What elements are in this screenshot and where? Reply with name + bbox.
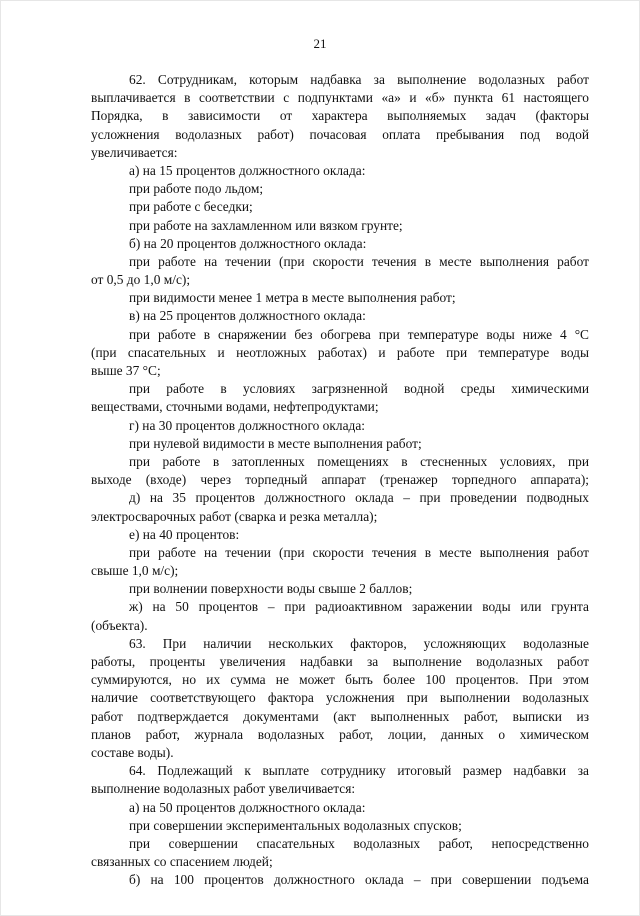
text-line: суммируются, но их сумма не может быть более 100 процентов. При этом bbox=[91, 672, 589, 688]
text-line: в) на 25 процентов должностного оклада: bbox=[129, 308, 366, 324]
text-line: е) на 40 процентов: bbox=[129, 526, 240, 542]
text-line: при работе в условиях загрязненной водной среды химическими bbox=[129, 381, 589, 397]
text-line: выше 37 °С; bbox=[91, 363, 161, 378]
text-line: при работе на захламленном или вязком грунте; bbox=[129, 217, 403, 233]
page-number: 21 bbox=[313, 36, 327, 51]
text-line: планов работ, журнала водолазных работ, лоции, данных о химическом bbox=[91, 726, 589, 742]
text-line: при совершении экспериментальных водолазных спусков; bbox=[129, 817, 462, 833]
text-line: Порядка, в зависимости от характера выполняемых задач (факторы bbox=[91, 108, 589, 124]
text-line: свыше 1,0 м/с); bbox=[91, 563, 179, 579]
text-line: работы, проценты увеличения надбавки за выполнение водолазных работ bbox=[91, 654, 589, 669]
text-line: выходе (входе) через торпедный аппарат (тренажер торпедного аппарата); bbox=[91, 472, 589, 488]
text-line: веществами, сточными водами, нефтепродуктами; bbox=[91, 399, 379, 415]
text-line: составе воды). bbox=[91, 744, 174, 760]
text-line: г) на 30 процентов должностного оклада: bbox=[129, 417, 365, 433]
text-line: при волнении поверхности воды свыше 2 баллов; bbox=[129, 581, 413, 597]
text-line: (объекта). bbox=[91, 617, 148, 633]
text-line: усложнения водолазных работ) почасовая оплата пребывания под водой bbox=[91, 126, 589, 142]
text-line: б) на 20 процентов должностного оклада: bbox=[129, 235, 367, 251]
text-line: от 0,5 до 1,0 м/с); bbox=[91, 272, 191, 288]
text-line: при работе на течении (при скорости течения в месте выполнения работ bbox=[129, 544, 589, 560]
text-line: при работе в снаряжении без обогрева при температуре воды ниже 4 °С bbox=[129, 326, 589, 342]
text-line: при нулевой видимости в месте выполнения работ; bbox=[129, 435, 422, 451]
text-line: 64. Подлежащий к выплате сотруднику итоговый размер надбавки за bbox=[129, 763, 589, 779]
text-line: (при спасательных и неотложных работах) и работе при температуре воды bbox=[91, 344, 589, 360]
text-line: выплачивается в соответствии с подпунктами «а» и «б» пункта 61 настоящего bbox=[91, 90, 589, 106]
text-line: ж) на 50 процентов – при радиоактивном заражении воды или грунта bbox=[129, 599, 589, 615]
text-line: а) на 50 процентов должностного оклада: bbox=[129, 799, 366, 815]
text-line: при совершении спасательных водолазных работ, непосредственно bbox=[129, 835, 589, 851]
text-line: при работе подо льдом; bbox=[129, 181, 264, 197]
text-line: выполнение водолазных работ увеличивается: bbox=[91, 781, 356, 797]
text-line: при работе на течении (при скорости течения в месте выполнения работ bbox=[129, 253, 589, 269]
text-line: наличие соответствующего фактора усложнения при выполнении водолазных bbox=[91, 690, 589, 706]
document-body bbox=[91, 71, 589, 889]
text-line: электросварочных работ (сварка и резка металла); bbox=[91, 508, 378, 524]
text-line: при работе в затопленных помещениях в стесненных условиях, при bbox=[129, 453, 589, 469]
text-line: а) на 15 процентов должностного оклада: bbox=[129, 162, 366, 178]
text-line: работ подтверждается документами (акт выполненных работ, выписки из bbox=[91, 708, 589, 724]
text-line: увеличивается: bbox=[91, 144, 178, 160]
text-line: д) на 35 процентов должностного оклада – при проведении подводных bbox=[129, 490, 589, 506]
text-line: б) на 100 процентов должностного оклада – при совершении подъема bbox=[129, 872, 589, 888]
text-line: при видимости менее 1 метра в месте выполнения работ; bbox=[129, 290, 456, 306]
text-line: 62. Сотрудникам, которым надбавка за выполнение водолазных работ bbox=[129, 72, 589, 87]
text-line: 63. При наличии нескольких факторов, усложняющих водолазные bbox=[129, 635, 589, 651]
text-line: связанных со спасением людей; bbox=[91, 854, 273, 870]
text-line: при работе с беседки; bbox=[129, 199, 253, 215]
